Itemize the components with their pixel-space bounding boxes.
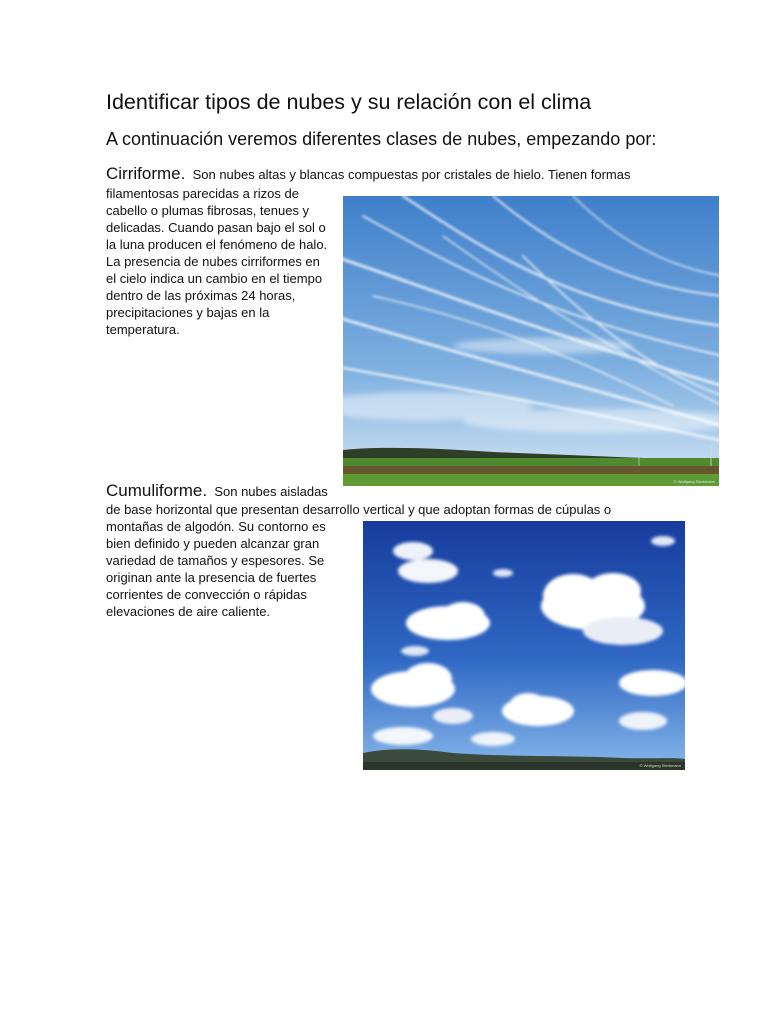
cirrus-photo — [343, 196, 719, 486]
cirrus-photo-image — [343, 196, 719, 486]
cumulus-photo — [363, 521, 685, 770]
cumuliforme-line: bien definido y pueden alcanzar gran — [106, 536, 320, 551]
cumuliforme-heading-line — [106, 482, 328, 500]
cumuliforme-second-line: de base horizontal que presentan desarrollo vertical y que adoptan formas de cúpulas o — [106, 502, 612, 517]
cirrus-photo-credit: © Wolfgang Sterkmann — [673, 479, 715, 484]
cirriforme-line: dentro de las próximas 24 horas, — [106, 288, 296, 303]
cirriforme-line: delicadas. Cuando pasan bajo el sol o — [106, 220, 326, 235]
cirriforme-paragraph — [106, 185, 338, 338]
cumuliforme-line: elevaciones de aire caliente. — [106, 604, 271, 619]
page-title: Identificar tipos de nubes y su relación con el clima — [106, 90, 592, 114]
intro-text: A continuación veremos diferentes clases de nubes, empezando por: — [106, 129, 657, 149]
cirriforme-line: filamentosas parecidas a rizos de — [106, 186, 299, 201]
cumuliforme-first-line: Son nubes aisladas — [214, 484, 328, 499]
cumuliforme-line: corrientes de convección o rápidas — [106, 587, 307, 602]
cumulus-photo-image — [363, 521, 685, 770]
cirriforme-heading-line — [106, 165, 630, 183]
cumuliforme-term: Cumuliforme. — [106, 481, 208, 500]
cirriforme-line: el cielo indica un cambio en el tiempo — [106, 271, 323, 286]
cumuliforme-line: originan ante la presencia de fuertes — [106, 570, 317, 585]
cirriforme-term: Cirriforme. — [106, 164, 186, 183]
cumuliforme-line: variedad de tamaños y espesores. Se — [106, 553, 325, 568]
cumuliforme-paragraph — [106, 518, 358, 620]
cirriforme-line: precipitaciones y bajas en la — [106, 305, 270, 320]
cumuliforme-line: montañas de algodón. Su contorno es — [106, 519, 326, 534]
cirriforme-first-line: Son nubes altas y blancas compuestas por cristales de hielo. Tienen formas — [192, 167, 631, 182]
cumulus-photo-credit: © Wolfgang Sterkmann — [639, 763, 681, 768]
cirriforme-line: temperatura. — [106, 322, 180, 337]
cirriforme-line: cabello o plumas fibrosas, tenues y — [106, 203, 310, 218]
cirriforme-line: la luna producen el fenómeno de halo. — [106, 237, 328, 252]
cirriforme-line: La presencia de nubes cirriformes en — [106, 254, 320, 269]
